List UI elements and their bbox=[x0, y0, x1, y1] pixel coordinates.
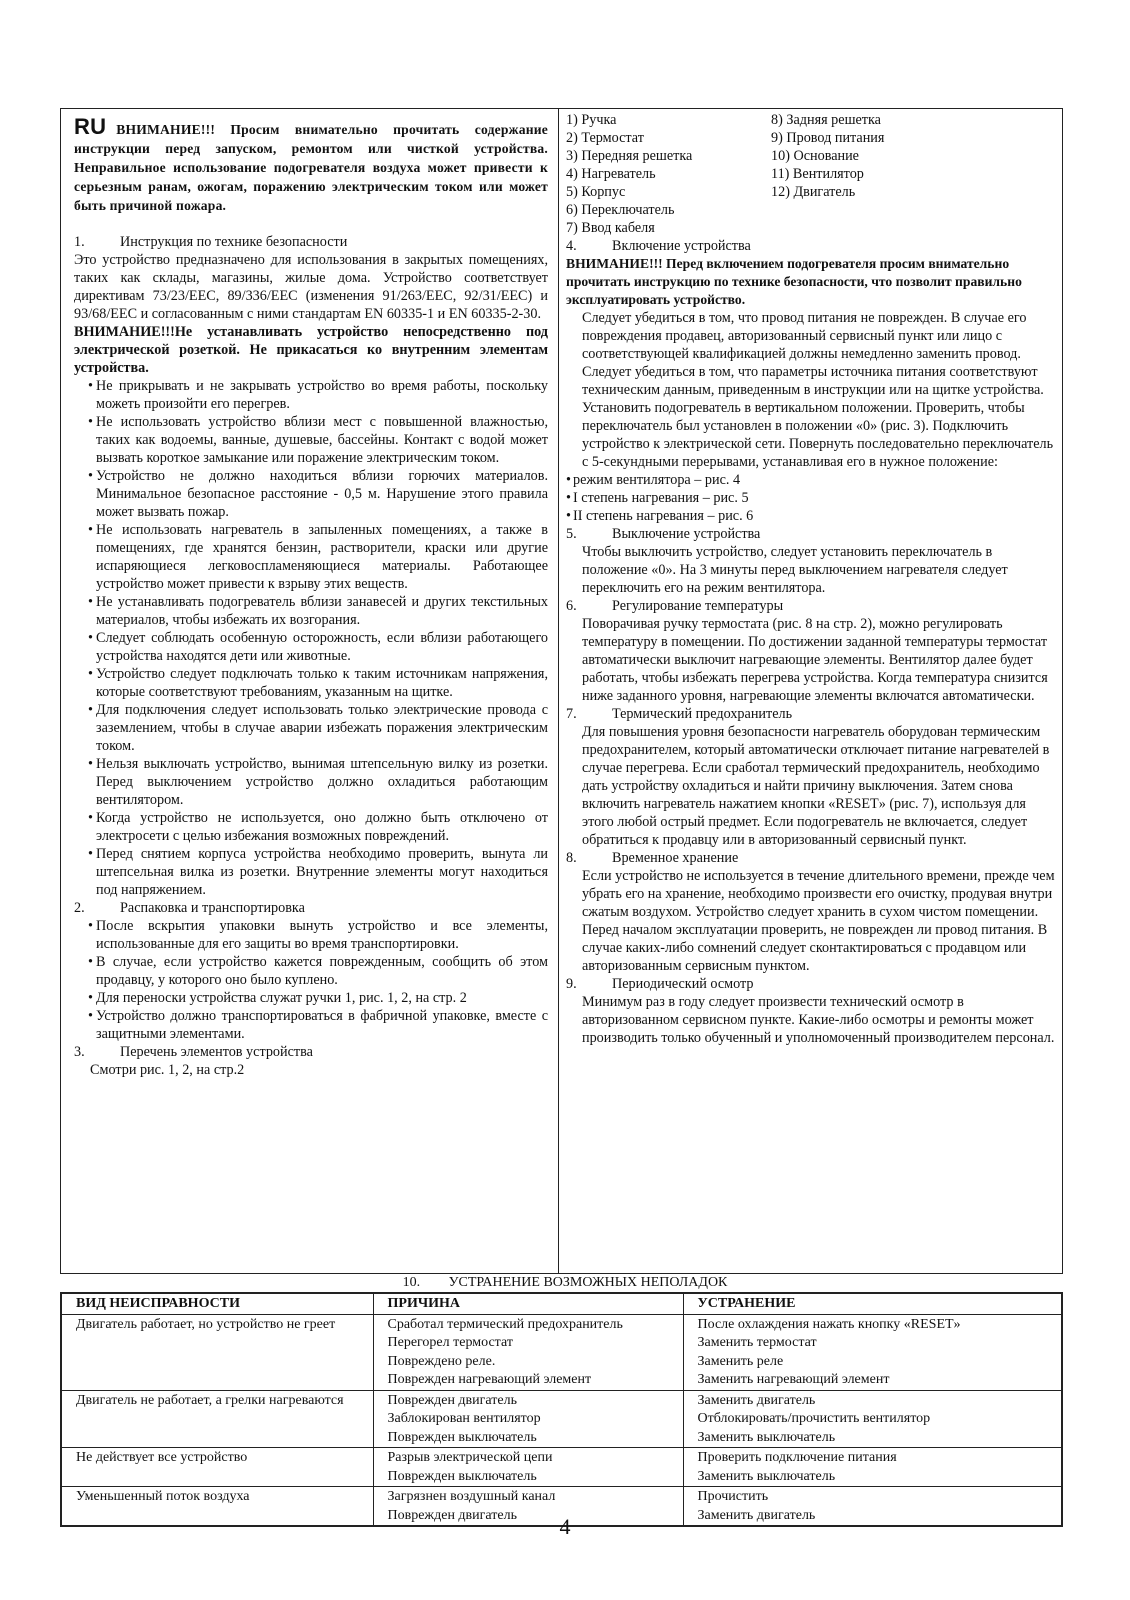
bullet-text: Перед снятием корпуса устройства необходимо проверить, вынута ли штепсельная вилка из розетки. Внутренние элементы могут находиться под напряжением. bbox=[96, 846, 548, 898]
bullet-icon: • bbox=[88, 756, 93, 772]
bullet-text: Нельзя выключать устройство, вынимая штепсельную вилку из розетки. Перед выключением устройство должно охладиться работающим вентилятором. bbox=[96, 756, 548, 808]
cause-line: Поврежден двигатель bbox=[387, 1392, 517, 1408]
bullet-icon: • bbox=[88, 522, 93, 538]
bullet-text: После вскрытия упаковки вынуть устройство и все элементы, использованные для его защиты во время транспортировки. bbox=[96, 918, 548, 952]
bullet-text: Не использовать нагреватель в запыленных помещениях, а также в помещениях, где хранятся бензин, растворители, краски или другие испаряющиеся легковоспламеняющиеся материалы. Работающее устройство может привести к взрыву этих веществ. bbox=[96, 522, 548, 592]
part-item: 4) Нагреватель bbox=[566, 166, 656, 182]
section-6-text: Поворачивая ручку термостата (рис. 8 на стр. 2), можно регулировать температуру в помещении. По достижении заданной температуры термостат автоматически выключит нагревающие элементы. Вентилятор далее будет работать, чтобы избежать перегрева устройства. Когда температура снизится ниже заданного уровня, нагревающие элементы включатся автоматически. bbox=[582, 616, 1048, 704]
fix-line: Заменить двигатель bbox=[697, 1507, 816, 1523]
warning-text: ВНИМАНИЕ!!! Просим внимательно прочитать содержание инструкции перед запуском, ремонтом или чисткой устройства. Неправильное использование подогревателя воздуха может привести к серьезным ранам, ожогам, поражению электрическим током или может быть причиной пожара. bbox=[74, 122, 548, 213]
section-title: Распаковка и транспортировка bbox=[120, 900, 305, 916]
bullet-item bbox=[88, 413, 548, 467]
section-number: 9. bbox=[566, 976, 577, 992]
language-mark: RU bbox=[74, 114, 107, 139]
bullet-text: Устройство не должно находиться вблизи горючих материалов. Минимальное безопасное расстояние - 0,5 м. Нарушение этого правила может вызвать пожар. bbox=[96, 468, 548, 520]
fix-line: Отблокировать/прочистить вентилятор bbox=[697, 1411, 931, 1426]
section-number: 1. bbox=[74, 234, 85, 250]
fix-line: Прочистить bbox=[697, 1489, 769, 1504]
fix-line: После охлаждения нажать кнопку «RESET» bbox=[697, 1316, 961, 1332]
part-item: 9) Провод питания bbox=[771, 130, 885, 146]
bullet-item bbox=[566, 507, 1056, 525]
bullet-item bbox=[88, 521, 548, 593]
left-column bbox=[74, 114, 548, 1079]
bullet-icon: • bbox=[88, 846, 93, 862]
bullet-text: Устройство следует подключать только к таким источникам напряжения, которые соответствуют требованиям, указанным на щитке. bbox=[96, 666, 548, 700]
fix-line: Заменить термостат bbox=[697, 1335, 817, 1350]
bullet-item bbox=[88, 989, 548, 1007]
bullet-item bbox=[88, 629, 548, 665]
section-3-heading bbox=[74, 1043, 548, 1061]
section-7-heading bbox=[566, 705, 1056, 723]
cause-line: Поврежден выключатель bbox=[387, 1429, 537, 1445]
part-item: 8) Задняя решетка bbox=[771, 112, 881, 128]
fix-line: Заменить двигатель bbox=[697, 1392, 816, 1408]
part-item: 7) Ввод кабеля bbox=[566, 220, 655, 236]
bullet-text: Для подключения следует использовать только электрические провода с заземлением, чтобы в случае аварии избежать поражения электрическим током. bbox=[96, 702, 548, 754]
troubleshooting-table bbox=[60, 1292, 1063, 1527]
fix-line: Заменить выключатель bbox=[697, 1468, 836, 1484]
bullet-item bbox=[566, 489, 1056, 507]
section-1-warning: ВНИМАНИЕ!!!Не устанавливать устройство непосредственно под электрической розеткой. Не прикасаться ко внутренним элементам устройства. bbox=[74, 324, 548, 376]
cause-line: Поврежден двигатель bbox=[387, 1507, 517, 1523]
bullet-item bbox=[88, 467, 548, 521]
section-4-warning: ВНИМАНИЕ!!! Перед включением подогревателя просим внимательно прочитать инструкцию по технике безопасности, что позволит правильно эксплуатировать устройство. bbox=[566, 256, 1022, 307]
part-item: 3) Передняя решетка bbox=[566, 148, 693, 164]
fix-line: Проверить подключение питания bbox=[697, 1450, 897, 1465]
section-number: 4. bbox=[566, 238, 577, 254]
manual-frame bbox=[60, 108, 1063, 1274]
fault-cell: Двигатель работает, но устройство не греет bbox=[61, 1314, 373, 1390]
section-3-text: Смотри рис. 1, 2, на стр.2 bbox=[90, 1062, 245, 1078]
bullet-text: Не использовать устройство вблизи мест с повышенной влажностью, таких как водоемы, ванные, душевые, бассейны. Контакт с водой может вызвать короткое замыкание или поражение электрическим током. bbox=[96, 414, 548, 466]
section-10-heading bbox=[0, 1274, 1130, 1292]
cause-line: Сработал термический предохранитель bbox=[387, 1316, 623, 1332]
page-number: 4 bbox=[559, 1514, 571, 1539]
bullet-item bbox=[566, 471, 1056, 489]
table-row bbox=[61, 1448, 1062, 1487]
section-5-text: Чтобы выключить устройство, следует установить переключатель в положение «0». На 3 минуты перед выключением нагревателя следует переключить его на режим вентилятора. bbox=[582, 544, 1008, 596]
bullet-item bbox=[88, 809, 548, 845]
cause-line: Поврежден нагревающий элемент bbox=[387, 1372, 592, 1387]
section-8-heading bbox=[566, 849, 1056, 867]
bullet-text: II степень нагревания – рис. 6 bbox=[573, 508, 754, 524]
cause-line: Перегорел термостат bbox=[387, 1335, 513, 1350]
section-number: 6. bbox=[566, 598, 577, 614]
cause-cell bbox=[373, 1314, 683, 1390]
bullet-icon: • bbox=[88, 666, 93, 682]
bullet-icon: • bbox=[88, 1008, 93, 1024]
bullet-icon: • bbox=[88, 468, 93, 484]
section-7-text: Для повышения уровня безопасности нагреватель оборудован термическим предохранителем, который автоматически отключает питание нагревателей в случае перегрева. Если сработал термический предохранитель, необходимо дать устройству охладиться и найти причину выключения. Затем снова включить нагреватель нажатием кнопки «RESET» (рис. 7), используя для этого любой острый предмет. Если подогреватель не включается, следует обратиться к продавцу или в авторизованный сервисный пункт. bbox=[582, 724, 1050, 848]
section-1-heading bbox=[74, 233, 548, 251]
section-5-heading bbox=[566, 525, 1056, 543]
bullet-icon: • bbox=[88, 702, 93, 718]
cause-line: Загрязнен воздушный канал bbox=[387, 1489, 556, 1504]
part-item: 11) Вентилятор bbox=[771, 166, 864, 182]
table-row bbox=[61, 1314, 1062, 1390]
fix-line: Заменить выключатель bbox=[697, 1429, 836, 1445]
section-title: Перечень элементов устройства bbox=[120, 1044, 313, 1060]
bullet-item bbox=[88, 845, 548, 899]
section-title: Включение устройства bbox=[612, 238, 751, 254]
section-4-bullets bbox=[566, 471, 1056, 525]
section-title: Периодический осмотр bbox=[612, 976, 754, 992]
cause-line: Разрыв электрической цепи bbox=[387, 1450, 553, 1465]
bullet-icon: • bbox=[88, 630, 93, 646]
part-item: 10) Основание bbox=[771, 148, 859, 164]
fault-cell: Не действует все устройство bbox=[61, 1448, 373, 1487]
bullet-icon: • bbox=[88, 954, 93, 970]
bullet-text: Устройство должно транспортироваться в фабричной упаковке, вместе с защитными элементами. bbox=[96, 1008, 548, 1042]
warning-intro bbox=[74, 114, 548, 215]
part-item bbox=[771, 219, 1021, 237]
bullet-text: режим вентилятора – рис. 4 bbox=[573, 472, 741, 488]
part-item: 12) Двигатель bbox=[771, 184, 856, 200]
bullet-text: Не устанавливать подогреватель вблизи занавесей и других текстильных материалов, чтобы избежать их возгорания. bbox=[96, 594, 548, 628]
section-title: Термический предохранитель bbox=[612, 706, 793, 722]
header-fault: ВИД НЕИСПРАВНОСТИ bbox=[61, 1293, 373, 1314]
bullet-item bbox=[88, 755, 548, 809]
section-2-heading bbox=[74, 899, 548, 917]
cause-cell bbox=[373, 1390, 683, 1448]
section-title: УСТРАНЕНИЕ ВОЗМОЖНЫХ НЕПОЛАДОК bbox=[448, 1275, 728, 1290]
section-1-text: Это устройство предназначено для использования в закрытых помещениях, таких как склады, магазины, жилые дома. Устройство соответствует директивам 73/23/EEC, 89/336/EEC (изменения 91/263/EEC, 92/31/EEC) и 93/68/EEC и согласованным с ними стандартам EN 60335-1 и EN 60335-2-30. bbox=[74, 252, 548, 322]
cause-cell bbox=[373, 1448, 683, 1487]
part-item bbox=[771, 201, 1021, 219]
bullet-text: Не прикрывать и не закрывать устройство во время работы, поскольку можеть произойти его перегрев. bbox=[96, 378, 548, 412]
fix-cell bbox=[683, 1448, 1062, 1487]
bullet-icon: • bbox=[566, 472, 571, 488]
header-cause: ПРИЧИНА bbox=[373, 1293, 683, 1314]
bullet-item bbox=[88, 701, 548, 755]
section-number: 2. bbox=[74, 900, 85, 916]
cause-line: Повреждено реле. bbox=[387, 1353, 496, 1369]
fix-line: Заменить реле bbox=[697, 1353, 784, 1369]
right-column bbox=[566, 111, 1056, 1047]
bullet-icon: • bbox=[88, 990, 93, 1006]
part-item: 1) Ручка bbox=[566, 112, 617, 128]
section-2-bullets bbox=[74, 917, 548, 1043]
section-number: 10. bbox=[402, 1275, 421, 1290]
section-6-heading bbox=[566, 597, 1056, 615]
bullet-item bbox=[88, 377, 548, 413]
parts-list bbox=[566, 111, 1056, 237]
bullet-icon: • bbox=[88, 378, 93, 394]
fault-cell: Уменьшенный поток воздуха bbox=[61, 1487, 373, 1527]
fix-cell bbox=[683, 1314, 1062, 1390]
fault-cell: Двигатель не работает, а грелки нагреваются bbox=[61, 1390, 373, 1448]
bullet-text: В случае, если устройство кажется поврежденным, сообщить об этом продавцу, у которого оно было куплено. bbox=[96, 954, 548, 988]
section-9-heading bbox=[566, 975, 1056, 993]
cause-line: Поврежден выключатель bbox=[387, 1468, 537, 1484]
bullet-icon: • bbox=[88, 414, 93, 430]
fix-line: Заменить нагревающий элемент bbox=[697, 1372, 890, 1387]
section-4-text: Следует убедиться в том, что провод питания не поврежден. В случае его повреждения продавец, авторизованный сервисный пункт или лицо с соответствующей квалификацией должны немедленно заменить провод. Следует убедиться в том, что параметры источника питания соответствуют техническим данным, приведенным в инструкции или на щитке устройства. Установить подогреватель в вертикальном положении. Проверить, чтобы переключатель был установлен в положении «0» (рис. 3). Подключить устройство к электрической сети. Повернуть последовательно переключатель с 5-секундными перерывами, устанавливая его в нужное положение: bbox=[582, 310, 1054, 470]
part-item: 2) Термостат bbox=[566, 130, 644, 146]
bullet-item bbox=[88, 1007, 548, 1043]
bullet-text: I степень нагревания – рис. 5 bbox=[573, 490, 749, 506]
section-number: 5. bbox=[566, 526, 577, 542]
section-title: Инструкция по технике безопасности bbox=[120, 234, 348, 250]
bullet-item bbox=[88, 917, 548, 953]
section-8-text: Если устройство не используется в течение длительного времени, прежде чем убрать его на хранение, необходимо произвести его очистку, продувая внутри сжатым воздухом. Устройство следует хранить в сухом чистом помещении. Перед началом эксплуатации проверить, не поврежден ли провод питания. В случае каких-либо сомнений следует сконтактироваться с продавцом или авторизованным сервисным пунктом. bbox=[582, 868, 1055, 974]
section-title: Выключение устройства bbox=[612, 526, 761, 542]
section-1-bullets bbox=[74, 377, 548, 899]
section-title: Регулирование температуры bbox=[612, 598, 784, 614]
part-item: 5) Корпус bbox=[566, 184, 626, 200]
bullet-item bbox=[88, 665, 548, 701]
bullet-icon: • bbox=[88, 918, 93, 934]
section-number: 7. bbox=[566, 706, 577, 722]
section-number: 3. bbox=[74, 1044, 85, 1060]
cause-line: Заблокирован вентилятор bbox=[387, 1411, 541, 1426]
bullet-icon: • bbox=[566, 490, 571, 506]
column-divider bbox=[558, 109, 559, 1273]
bullet-icon: • bbox=[566, 508, 571, 524]
header-fix: УСТРАНЕНИЕ bbox=[683, 1293, 1062, 1314]
table-header-row bbox=[61, 1293, 1062, 1314]
section-4-heading bbox=[566, 237, 1056, 255]
bullet-icon: • bbox=[88, 594, 93, 610]
table-row bbox=[61, 1390, 1062, 1448]
bullet-text: Следует соблюдать особенную осторожность, если вблизи работающего устройства находятся дети или животные. bbox=[96, 630, 548, 664]
part-item: 6) Переключатель bbox=[566, 202, 675, 218]
bullet-item bbox=[88, 593, 548, 629]
bullet-text: Когда устройство не используется, оно должно быть отключено от электросети с целью избежания возможных повреждений. bbox=[96, 810, 548, 844]
section-title: Временное хранение bbox=[612, 850, 739, 866]
fix-cell bbox=[683, 1390, 1062, 1448]
bullet-icon: • bbox=[88, 810, 93, 826]
bullet-text: Для переноски устройства служат ручки 1, рис. 1, 2, на стр. 2 bbox=[96, 990, 467, 1006]
section-number: 8. bbox=[566, 850, 577, 866]
section-9-text: Минимум раз в году следует произвести технический осмотр в авторизованном сервисном пункте. Какие-либо осмотры и ремонты может производить только обученный и уполномоченный производителем персонал. bbox=[582, 994, 1055, 1046]
bullet-item bbox=[88, 953, 548, 989]
